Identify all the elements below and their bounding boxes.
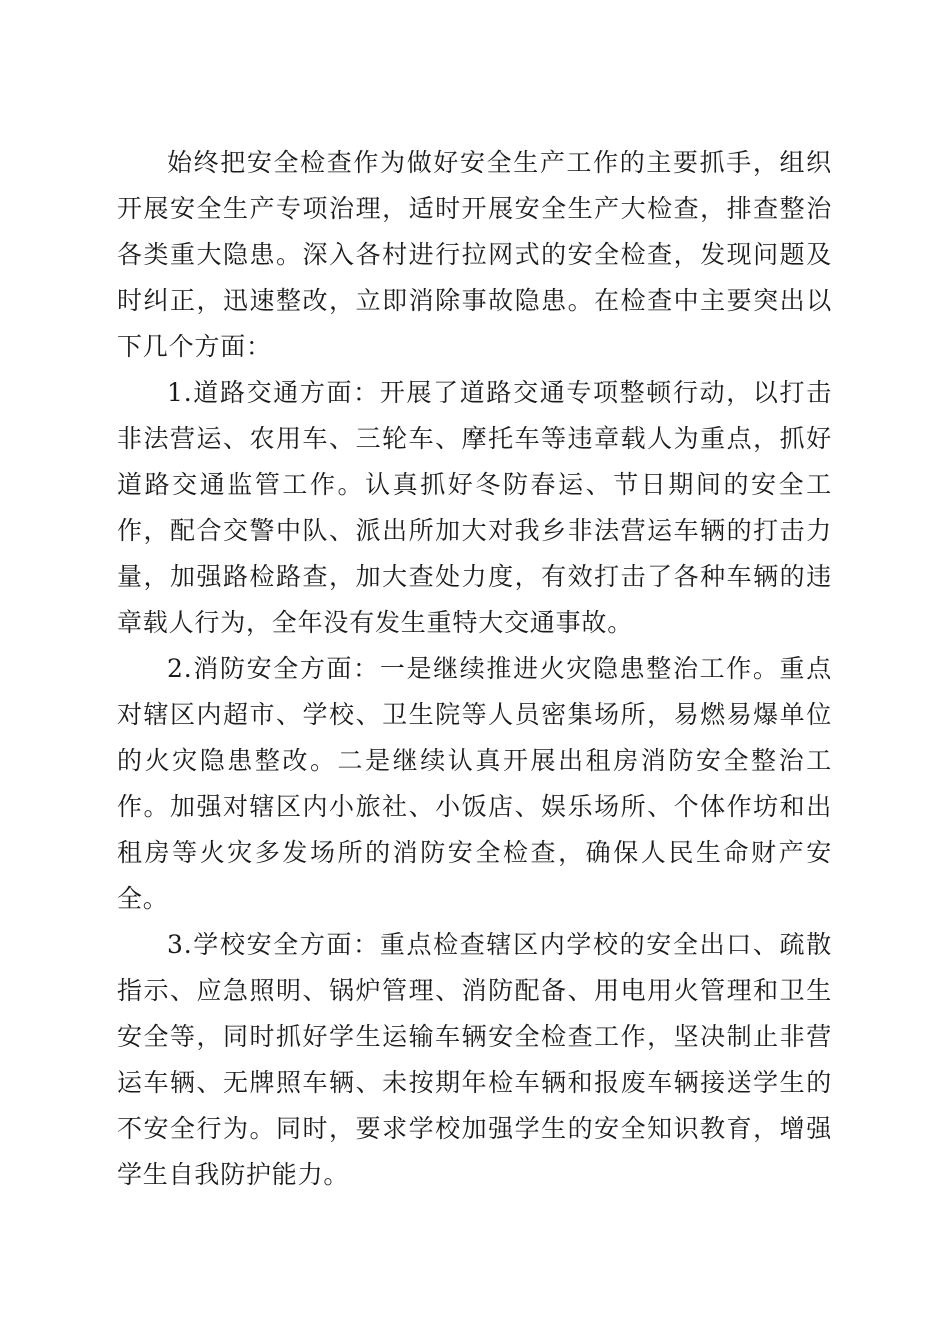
road-traffic-paragraph: 1.道路交通方面：开展了道路交通专项整顿行动，以打击非法营运、农用车、三轮车、摩托车等违章载人为重点，抓好道路交通监管工作。认真抓好冬防春运、节日期间的安全工作，配合交警中队、派出所加大对我乡非法营运车辆的打击力量，加强路检路查，加大查处力度，有效打击了各种车辆的违章载人行为，全年没有发生重特大交通事故。 [117,378,832,637]
document-body [117,140,832,1198]
fire-safety-paragraph: 2.消防安全方面：一是继续推进火灾隐患整治工作。重点对辖区内超市、学校、卫生院等人员密集场所，易燃易爆单位的火灾隐患整改。二是继续认真开展出租房消防安全整治工作。加强对辖区内小旅社、小饭店、娱乐场所、个体作坊和出租房等火灾多发场所的消防安全检查，确保人民生命财产安全。 [117,654,832,913]
intro-paragraph: 始终把安全检查作为做好安全生产工作的主要抓手，组织开展安全生产专项治理，适时开展安全生产大检查，排查整治各类重大隐患。深入各村进行拉网式的安全检查，发现问题及时纠正，迅速整改，立即消除事故隐患。在检查中主要突出以下几个方面： [117,148,832,361]
school-safety-paragraph: 3.学校安全方面：重点检查辖区内学校的安全出口、疏散指示、应急照明、锅炉管理、消防配备、用电用火管理和卫生安全等，同时抓好学生运输车辆安全检查工作，坚决制止非营运车辆、无牌照车辆、未按期年检车辆和报废车辆接送学生的不安全行为。同时，要求学校加强学生的安全知识教育，增强学生自我防护能力。 [117,930,832,1189]
